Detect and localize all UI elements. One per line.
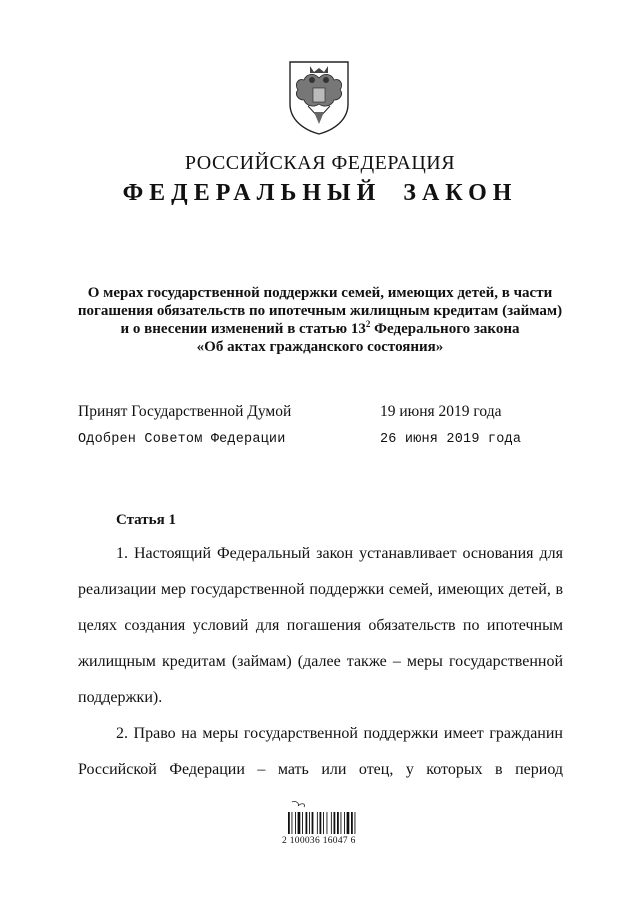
law-title: [70, 284, 570, 356]
barcode-bar: [327, 812, 328, 834]
text-line: целях создания условий для погашения обязательств по ипотечным: [78, 617, 563, 634]
barcode-bar: [334, 812, 336, 834]
barcode-bar: [317, 812, 318, 834]
article-heading: Статья 1: [116, 512, 176, 528]
barcode-bar: [337, 812, 339, 834]
law-title-line: «Об актах гражданского состояния»: [196, 339, 444, 355]
law-type-word-1: ФЕДЕРАЛЬНЫЙ: [122, 180, 382, 206]
barcode-bar: [320, 812, 322, 834]
text-line: 2. Право на меры государственной поддержки имеет гражданин: [116, 725, 563, 742]
law-title-line: и о внесении изменений в статью $13^2$ Федерального закона: [120, 319, 520, 337]
article-paragraph-1: [78, 536, 563, 716]
barcode-bar: [351, 812, 353, 834]
barcode-bar: [306, 812, 308, 834]
barcode-bar: [355, 812, 356, 834]
barcode-bar: [292, 812, 293, 834]
barcode-bar: [298, 812, 301, 834]
law-title-line: О мерах государственной поддержки семей, имеющих детей, в части: [87, 285, 553, 301]
law-title-line: погашения обязательств по ипотечным жилищным кредитам (займам): [77, 303, 563, 319]
barcode-bar: [331, 812, 332, 834]
barcode-bar: [341, 812, 342, 834]
superscript: 2: [365, 319, 371, 329]
barcode-bar: [344, 812, 345, 834]
adoption-date: 26 июня 2019 года: [380, 432, 522, 447]
adoption-date: 19 июня 2019 года: [380, 403, 502, 420]
barcode-bar: [312, 812, 314, 834]
barcode-number: 2 100036 16047 6: [282, 836, 356, 846]
barcode-bar: [295, 812, 296, 834]
barcode-bar: [323, 812, 324, 834]
signature-mark: [292, 801, 305, 807]
text-line: жилищным кредитам (займам) (далее также – меры государственной: [78, 653, 563, 670]
article-paragraph-2: [78, 716, 563, 788]
document-type-heading: [0, 180, 640, 207]
text-line: Российской Федерации – мать или отец, у которых в период: [78, 761, 563, 778]
adoption-label: Принят Государственной Думой: [78, 403, 292, 420]
adoption-label: Одобрен Советом Федерации: [78, 432, 286, 447]
text-line: 1. Настоящий Федеральный закон устанавливает основания для: [116, 545, 563, 562]
text-line: поддержки).: [78, 689, 163, 706]
barcode-bar: [288, 812, 290, 834]
barcode-bar: [302, 812, 303, 834]
barcode-bar: [347, 812, 350, 834]
text-line: реализации мер государственной поддержки семей, имеющих детей, в: [78, 581, 563, 598]
coat-of-arms-emblem: [284, 58, 354, 136]
country-name: РОССИЙСКАЯ ФЕДЕРАЦИЯ: [184, 152, 456, 174]
barcode-bar: [309, 812, 310, 834]
law-type-word-2: ЗАКОН: [403, 180, 518, 206]
